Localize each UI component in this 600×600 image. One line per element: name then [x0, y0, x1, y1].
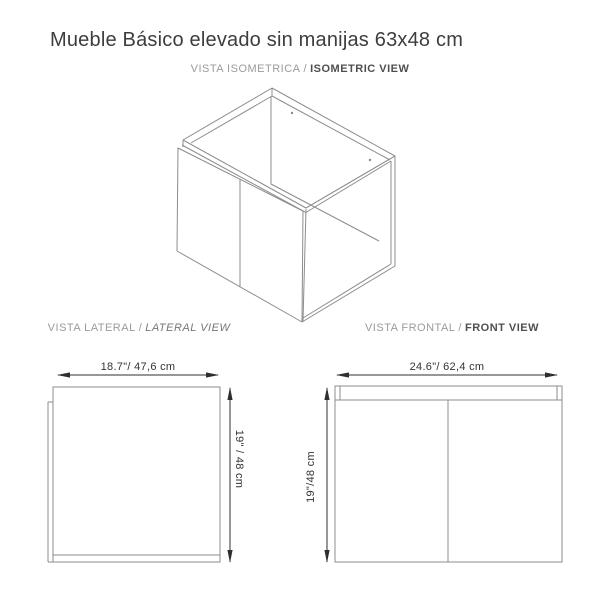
lateral-drawing: [48, 387, 220, 562]
front-width-dimension: [336, 372, 558, 377]
isometric-drawing: [177, 88, 395, 322]
label-separator: /: [458, 322, 462, 334]
front-width-dimension-label: 24.6"/ 62,4 cm: [409, 361, 485, 373]
isometric-view-label: [191, 63, 410, 75]
front-view-label: [365, 322, 539, 334]
screw-hole-dot: [369, 159, 371, 161]
lateral-view-label-es: VISTA LATERAL: [47, 322, 136, 334]
front-height-dimension-label: 19"/48 cm: [305, 451, 317, 503]
lateral-width-dimension: [57, 372, 219, 377]
lateral-view-label: [48, 322, 231, 334]
screw-hole-dot: [291, 112, 293, 114]
isometric-view-label-en: ISOMETRIC VIEW: [310, 63, 410, 75]
page-title: Mueble Básico elevado sin manijas 63x48 cm: [50, 29, 464, 51]
front-view-label-es: VISTA FRONTAL: [364, 322, 456, 334]
isometric-view-label-es: VISTA ISOMETRICA: [190, 63, 301, 75]
label-separator: /: [303, 63, 308, 75]
lateral-height-dimension: [227, 387, 232, 563]
front-view-label-en: FRONT VIEW: [464, 322, 540, 334]
lateral-height-dimension-label: 19" / 48 cm: [233, 429, 245, 489]
lateral-width-dimension-label: 18.7"/ 47,6 cm: [100, 361, 176, 373]
front-height-dimension: [324, 387, 329, 563]
lateral-view-label-en: LATERAL VIEW: [145, 322, 231, 334]
front-drawing: [335, 386, 562, 562]
label-separator: /: [138, 322, 143, 334]
